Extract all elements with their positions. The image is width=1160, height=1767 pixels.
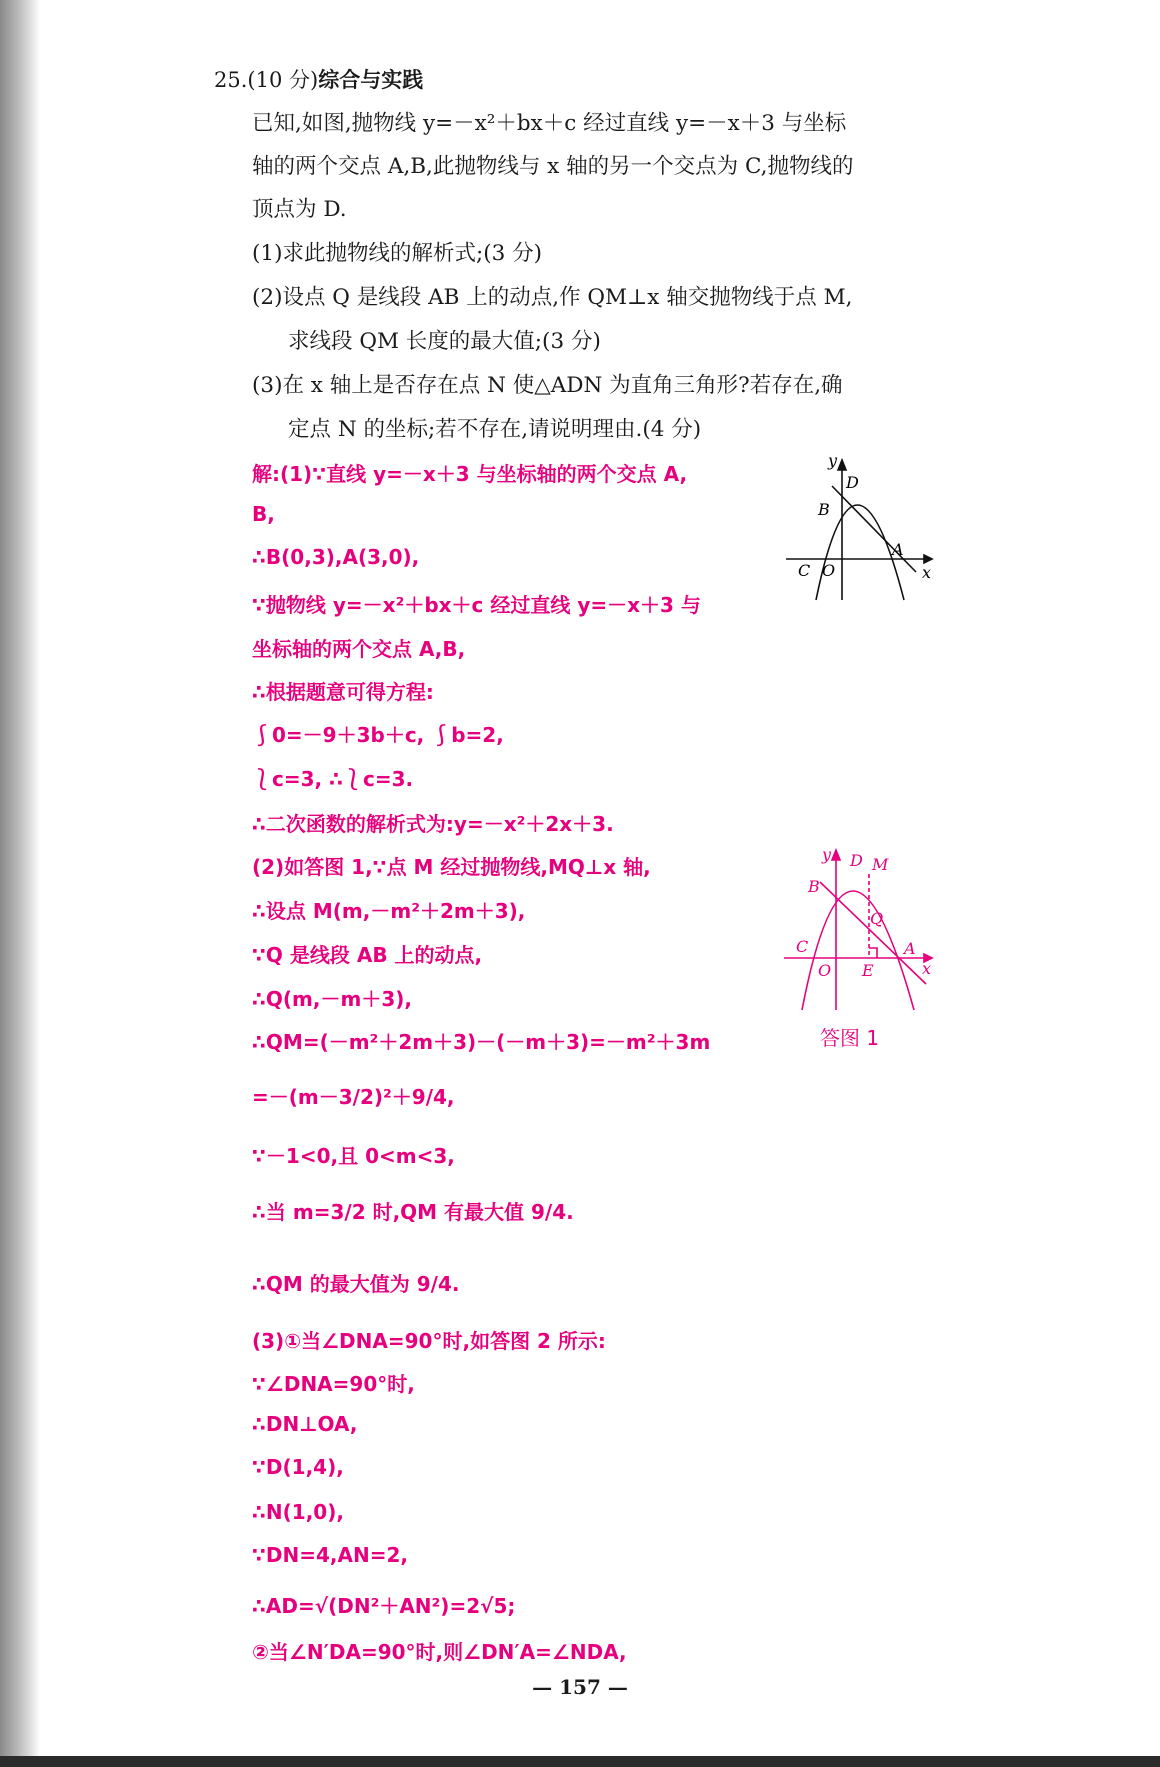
answer-line: ∴QM=(－m²＋2m＋3)－(－m＋3)=－m²＋3m	[252, 1030, 711, 1054]
answer-line: B,	[252, 502, 275, 526]
answer-line: ∵DN=4,AN=2,	[252, 1543, 409, 1567]
answer-line: ∴B(0,3),A(3,0),	[252, 545, 420, 569]
equation-system-line: ⎱c=3, ∴⎱c=3.	[252, 767, 414, 791]
book-spine-shadow	[0, 0, 40, 1767]
answer-line: ∴Q(m,－m＋3),	[252, 987, 412, 1011]
answer-line: (3)①当∠DNA=90°时,如答图 2 所示:	[252, 1329, 606, 1353]
question-line: 已知,如图,抛物线 y=－x²＋bx＋c 经过直线 y=－x＋3 与坐标	[252, 111, 847, 136]
answer-line: ②当∠N′DA=90°时,则∠DN′A=∠NDA,	[252, 1640, 627, 1664]
question-number: 25.	[214, 68, 248, 92]
fig2-label: y	[822, 845, 832, 864]
question-line: (2)设点 Q 是线段 AB 上的动点,作 QM⊥x 轴交抛物线于点 M,	[252, 285, 853, 310]
equation-system-line: ⎰0=－9＋3b＋c, ⎰b=2,	[252, 723, 504, 747]
answer-line: ∴QM 的最大值为 9/4.	[252, 1272, 460, 1296]
answer-line: ∵Q 是线段 AB 上的动点,	[252, 943, 483, 967]
answer-line: ∴二次函数的解析式为:y=－x²＋2x＋3.	[252, 812, 614, 836]
page-number: — 157 —	[532, 1675, 628, 1699]
parabola-curve	[816, 505, 904, 600]
fig2-label: M	[872, 855, 889, 874]
question-header	[214, 64, 423, 94]
y-axis-arrow	[838, 460, 846, 470]
fig1-label: y	[828, 451, 838, 470]
parabola-figure-2	[780, 842, 940, 1012]
figure-caption: 答图 1	[820, 1026, 880, 1050]
answer-line: =－(m－3/2)²＋9/4,	[252, 1085, 455, 1109]
parabola-figure-1	[780, 450, 940, 610]
answer-line: ∴设点 M(m,－m²＋2m＋3),	[252, 899, 526, 923]
fig1-label: D	[846, 473, 859, 492]
fig2-label: D	[850, 851, 863, 870]
answer-line: ∴DN⊥OA,	[252, 1412, 358, 1436]
question-score: (10 分)	[247, 68, 319, 92]
fig2-label: E	[862, 961, 874, 980]
question-line: 轴的两个交点 A,B,此抛物线与 x 轴的另一个交点为 C,抛物线的	[252, 154, 854, 179]
answer-line: ∵抛物线 y=－x²＋bx＋c 经过直线 y=－x＋3 与	[252, 593, 701, 617]
fig2-label: A	[904, 939, 916, 958]
answer-line: ∵D(1,4),	[252, 1455, 344, 1479]
fig2-label: Q	[870, 909, 884, 928]
fig1-label: A	[892, 540, 904, 559]
bottom-edge	[0, 1756, 1160, 1767]
question-line: 顶点为 D.	[252, 197, 347, 222]
answer-line: ∴N(1,0),	[252, 1500, 344, 1524]
question-title: 综合与实践	[318, 68, 424, 92]
y-axis-arrow	[832, 850, 840, 860]
question-line: (3)在 x 轴上是否存在点 N 使△ADN 为直角三角形?若存在,确	[252, 373, 843, 398]
answer-line: ∴当 m=3/2 时,QM 有最大值 9/4.	[252, 1200, 574, 1224]
fig1-label: x	[922, 563, 932, 582]
answer-line: ∴根据题意可得方程:	[252, 680, 434, 704]
question-line: (1)求此抛物线的解析式;(3 分)	[252, 241, 542, 266]
fig2-label: B	[808, 877, 820, 896]
right-angle-mark	[869, 948, 877, 958]
x-axis-arrow	[924, 555, 932, 563]
question-line: 定点 N 的坐标;若不存在,请说明理由.(4 分)	[288, 417, 702, 442]
fig2-label: x	[922, 959, 932, 978]
fig2-label: O	[818, 961, 832, 980]
answer-line: (2)如答图 1,∵点 M 经过抛物线,MQ⊥x 轴,	[252, 855, 651, 879]
fig1-label: O	[822, 561, 836, 580]
fig1-label: B	[818, 500, 830, 519]
fig2-label: C	[796, 937, 809, 956]
parabola-curve	[802, 891, 914, 1010]
answer-line: ∴AD=√(DN²＋AN²)=2√5;	[252, 1594, 516, 1618]
answer-line: 坐标轴的两个交点 A,B,	[252, 637, 466, 661]
answer-line: 解:(1)∵直线 y=－x＋3 与坐标轴的两个交点 A,	[252, 462, 688, 486]
fig1-label: C	[798, 561, 811, 580]
answer-line: ∵－1<0,且 0<m<3,	[252, 1144, 455, 1168]
question-line: 求线段 QM 长度的最大值;(3 分)	[288, 329, 601, 354]
answer-line: ∵∠DNA=90°时,	[252, 1372, 415, 1396]
